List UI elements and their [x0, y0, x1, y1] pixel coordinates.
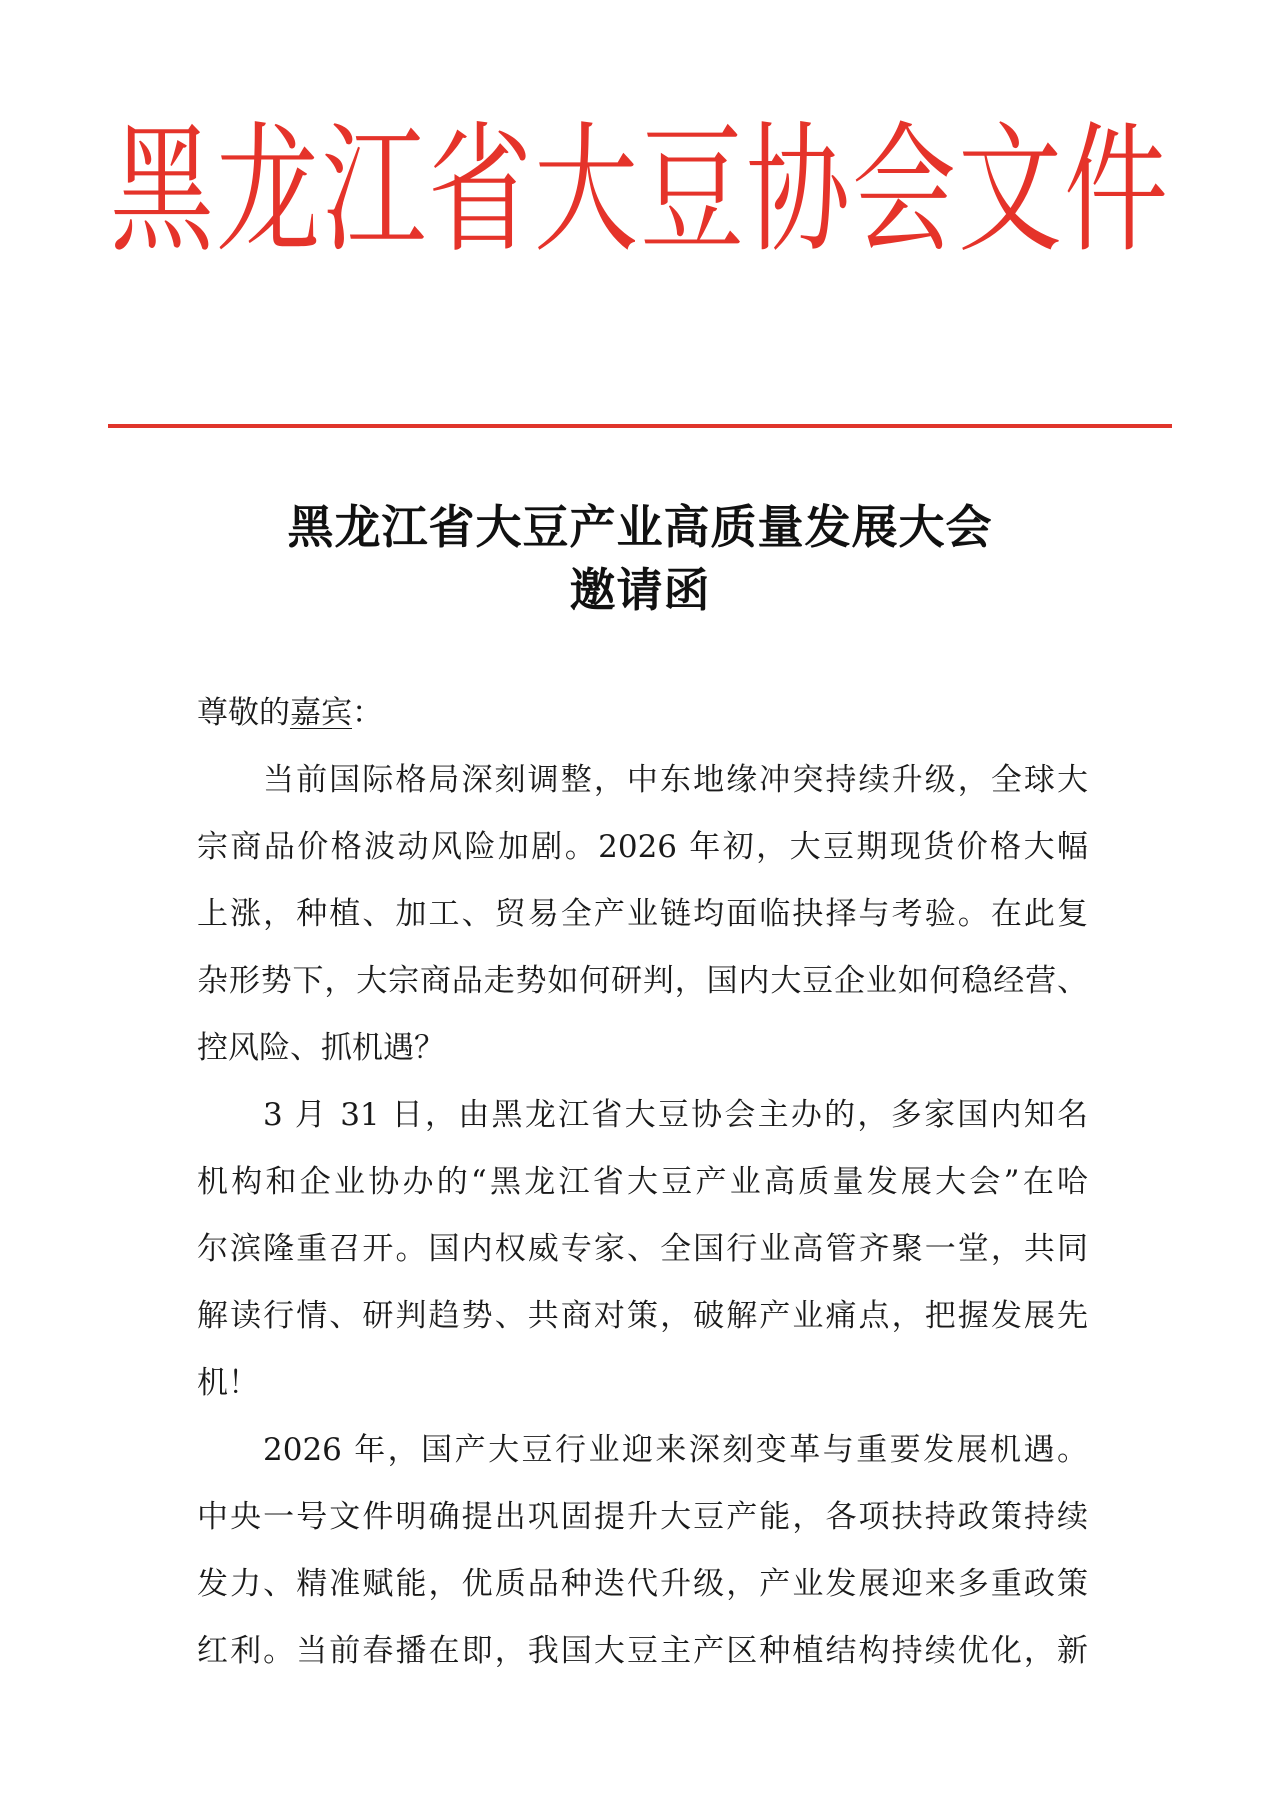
- paragraph-line: 红利。当前春播在即，我国大豆主产区种植结构持续优化，新: [197, 1633, 1088, 1669]
- paragraph-line: 3 月 31 日，由黑龙江省大豆协会主办的，多家国内知名: [263, 1097, 1088, 1133]
- paragraph-line: 中央一号文件明确提出巩固提升大豆产能，各项扶持政策持续: [197, 1499, 1088, 1535]
- red-divider-rule: [108, 424, 1172, 428]
- paragraph-line: 尔滨隆重召开。国内权威专家、全国行业高管齐聚一堂，共同: [197, 1231, 1088, 1267]
- salutation-prefix: 尊敬的: [197, 695, 290, 731]
- salutation-name: 嘉宾: [290, 695, 352, 731]
- salutation-suffix: ：: [352, 695, 383, 731]
- paragraph-line: 机构和企业协办的“黑龙江省大豆产业高质量发展大会”在哈: [197, 1164, 1088, 1200]
- paragraph-line: 发力、精准赋能，优质品种迭代升级，产业发展迎来多重政策: [197, 1566, 1088, 1602]
- paragraph-2: [197, 1082, 1088, 1417]
- paragraph-line: 杂形势下，大宗商品走势如何研判，国内大豆企业如何稳经营、: [197, 963, 1088, 999]
- title-line-event-name: 黑龙江省大豆产业高质量发展大会: [287, 501, 993, 553]
- paragraph-line: 2026 年，国产大豆行业迎来深刻变革与重要发展机遇。: [263, 1432, 1088, 1468]
- paragraph-3: [197, 1417, 1088, 1685]
- document-title: [0, 496, 1280, 622]
- title-line-invitation: 邀请函: [569, 564, 711, 616]
- paragraph-line: 机！: [197, 1365, 259, 1401]
- paragraph-line: 解读行情、研判趋势、共商对策，破解产业痛点，把握发展先: [197, 1298, 1088, 1334]
- paragraph-line: 当前国际格局深刻调整，中东地缘冲突持续升级，全球大: [263, 762, 1088, 798]
- document-body: [197, 680, 1088, 1685]
- paragraph-line: 宗商品价格波动风险加剧。2026 年初，大豆期现货价格大幅: [197, 829, 1088, 865]
- salutation: [197, 680, 1088, 747]
- paragraph-line: 控风险、抓机遇？: [197, 1030, 445, 1066]
- paragraph-line: 上涨，种植、加工、贸易全产业链均面临抉择与考验。在此复: [197, 896, 1088, 932]
- document-header-title: 黑龙江省大豆协会文件: [109, 107, 1170, 273]
- paragraph-1: [197, 747, 1088, 1082]
